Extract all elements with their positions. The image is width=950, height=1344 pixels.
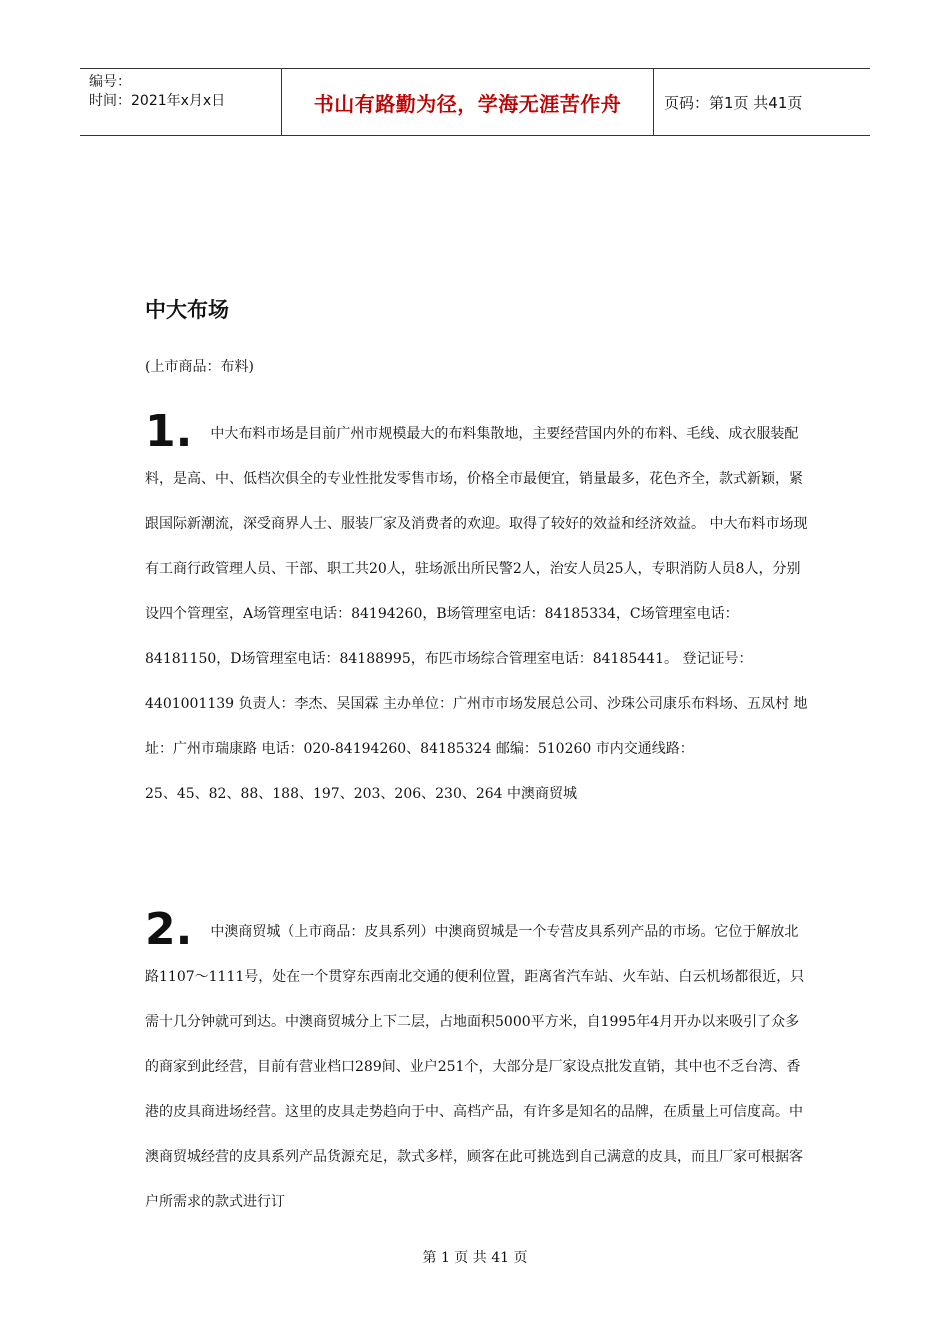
section-1-number: 1. <box>145 406 193 457</box>
section-2 <box>145 904 810 1225</box>
section-1-trailing: 25、45、82、88、188、197、203、206、230、264 中澳商贸城 <box>145 786 578 802</box>
section-2-number: 2. <box>145 904 193 955</box>
page-header <box>80 68 870 136</box>
section-1 <box>145 406 810 817</box>
header-motto: 书山有路勤为径，学海无涯苦作舟 <box>282 69 654 135</box>
document-subtitle: (上市商品：布料) <box>145 359 254 375</box>
header-number-label: 编号： <box>89 74 131 90</box>
header-meta <box>80 69 282 135</box>
page-footer: 第 1 页 共 41 页 <box>422 1250 528 1266</box>
header-page-info: 页码：第1页 共41页 <box>664 93 803 112</box>
section-1-text: 中大布料市场是目前广州市规模最大的布料集散地，主要经营国内外的布料、毛线、成衣服装配料，是高、中、低档次俱全的专业性批发零售市场，价格全市最便宜，销量最多，花色齐全，款式新颖，紧跟国际新潮流，深受商界人士、服装厂家及消费者的欢迎。取得了较好的效益和经济效益。 中大布料市场现有工商行政管理人员、干部、职工共20人，驻场派出所民警2人，治安人员25人，专职消防人员8人，分别设四个管理室，A场管理室电话：84194260，B场管理室电话：84185334，C场管理室电话：84181150，D场管理室电话：84188995，布匹市场综合管理室电话：84185441。 登记证号：4401001139 负责人：李杰、吴国霖 主办单位：广州市市场发展总公司、沙珠公司康乐布料场、五凤村 地址：广州市瑞康路 电话：020-84194260、84185324 邮编：510260 市内交通线路： <box>145 426 808 757</box>
header-time-label: 时间：2021年x月x日 <box>89 93 226 109</box>
section-2-paragraph <box>145 904 810 1225</box>
section-2-text: 中澳商贸城（上市商品：皮具系列）中澳商贸城是一个专营皮具系列产品的市场。它位于解放北路1107～1111号，处在一个贯穿东西南北交通的便利位置，距离省汽车站、火车站、白云机场都很近，只需十几分钟就可到达。中澳商贸城分上下二层，占地面积5000平方米，自1995年4月开办以来吸引了众多的商家到此经营，目前有营业档口289间、业户251个，大部分是厂家设点批发直销，其中也不乏台湾、香港的皮具商进场经营。这里的皮具走势趋向于中、高档产品，有许多是知名的品牌，在质量上可信度高。中澳商贸城经营的皮具系列产品货源充足，款式多样，顾客在此可挑选到自己满意的皮具，而且厂家可根据客户所需求的款式进行订 <box>145 924 805 1210</box>
document-title: 中大布场 <box>145 298 229 322</box>
section-1-paragraph <box>145 406 810 772</box>
